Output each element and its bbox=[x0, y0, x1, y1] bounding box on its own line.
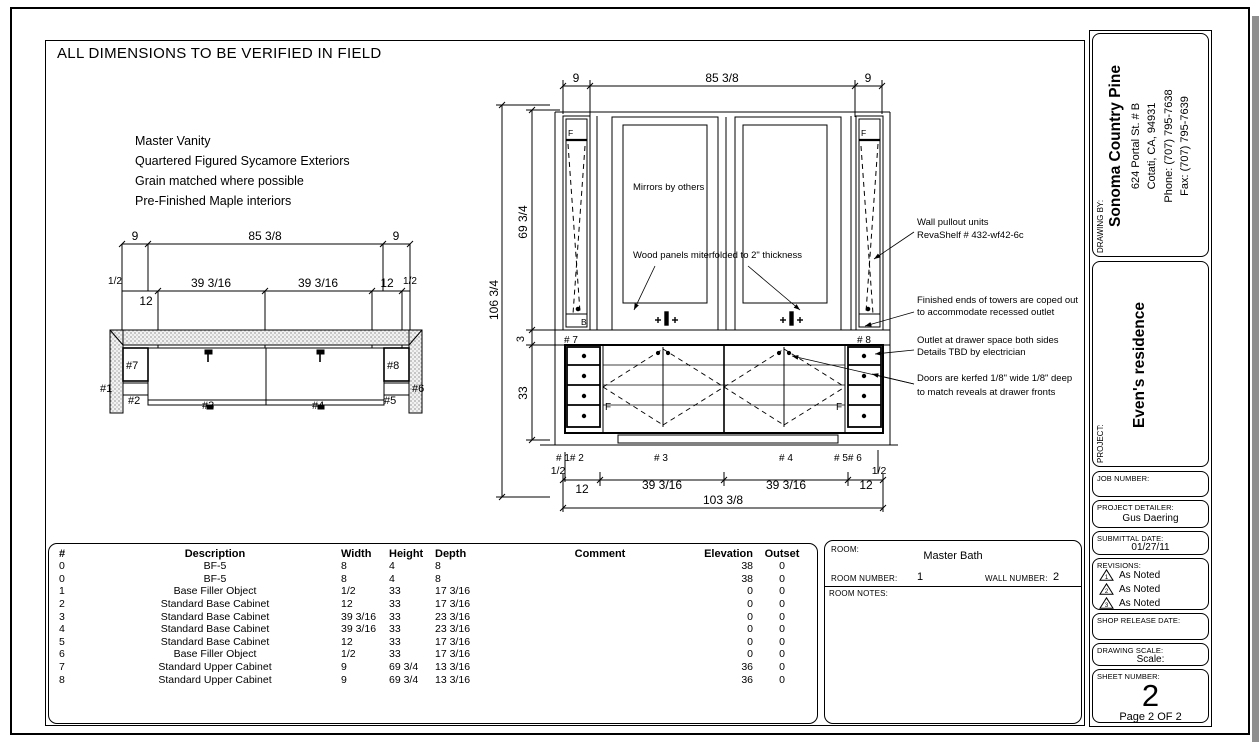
cabinet-label: #6 bbox=[412, 383, 425, 395]
sheet-number-value: 2 bbox=[1141, 678, 1160, 713]
dim-label: 12 bbox=[859, 478, 873, 492]
table-cell: 4 bbox=[389, 560, 395, 573]
col-header-outset: Outset bbox=[764, 547, 800, 560]
table-row bbox=[49, 636, 811, 649]
drawing-scale-label: DRAWING SCALE: bbox=[1097, 646, 1164, 655]
table-cell: BF-5 bbox=[203, 560, 227, 573]
room-number-label: ROOM NUMBER: bbox=[831, 574, 898, 583]
table-cell: 69 3/4 bbox=[389, 661, 419, 674]
dim-label: 3 bbox=[515, 335, 527, 343]
dim-label: 85 3/8 bbox=[248, 229, 282, 243]
table-cell: 7 bbox=[59, 661, 65, 674]
table-cell: 0 bbox=[779, 560, 785, 573]
drawing-by-rotated bbox=[1096, 39, 1206, 253]
note-line: Pre-Finished Maple interiors bbox=[135, 194, 292, 208]
table-cell: 13 3/16 bbox=[435, 673, 471, 686]
company-fax: Fax: (707) 795-7639 bbox=[1179, 96, 1191, 196]
dim-label: 9 bbox=[864, 71, 872, 85]
table-cell: 17 3/16 bbox=[435, 635, 471, 648]
table-cell bbox=[511, 560, 689, 573]
parts-table bbox=[49, 547, 811, 686]
table-cell bbox=[511, 573, 689, 586]
page-shadow bbox=[1252, 16, 1259, 742]
elevation-drawing bbox=[480, 62, 1085, 522]
dim-label: 85 3/8 bbox=[705, 71, 739, 85]
table-cell: 1/2 bbox=[341, 585, 356, 598]
dim-label: 106 3/4 bbox=[487, 279, 501, 321]
submittal-date-box bbox=[1092, 531, 1209, 555]
svg-text:1: 1 bbox=[1104, 575, 1109, 581]
sheet-number-box bbox=[1092, 669, 1209, 723]
wall-number-label: WALL NUMBER: bbox=[985, 574, 1048, 583]
dim-label: 39 3/16 bbox=[297, 276, 339, 290]
table-cell: 0 bbox=[779, 623, 785, 636]
table-row bbox=[49, 673, 811, 686]
table-row bbox=[49, 585, 811, 598]
room-label: ROOM: bbox=[831, 545, 860, 554]
table-cell: 36 bbox=[741, 661, 753, 674]
revision-note: As Noted bbox=[1119, 569, 1161, 581]
table-cell bbox=[511, 661, 689, 674]
table-cell: 33 bbox=[389, 635, 401, 648]
table-cell: Standard Upper Cabinet bbox=[158, 661, 272, 674]
col-header-elevation: Elevation bbox=[704, 547, 753, 560]
submittal-date-label: SUBMITTAL DATE: bbox=[1097, 534, 1164, 543]
annotation: to accommodate recessed outlet bbox=[917, 307, 1055, 318]
table-cell: 8 bbox=[341, 560, 347, 573]
parts-list-box bbox=[48, 543, 818, 724]
table-cell bbox=[511, 610, 689, 623]
shop-release-label: SHOP RELEASE DATE: bbox=[1097, 616, 1181, 625]
cabinet-label: #7 bbox=[126, 360, 139, 372]
table-header-row bbox=[49, 547, 811, 560]
plan-view-drawing bbox=[90, 228, 440, 418]
revision-note: As Noted bbox=[1119, 597, 1161, 609]
finished-end-mark: F bbox=[836, 402, 843, 413]
cabinet-label: #5 bbox=[384, 395, 397, 407]
divider bbox=[825, 586, 1081, 587]
company-address2: Cotati, CA, 94931 bbox=[1146, 102, 1158, 190]
company-phone: Phone: (707) 795-7638 bbox=[1162, 89, 1175, 203]
dim-label: 1/2 bbox=[550, 465, 566, 477]
table-cell bbox=[511, 673, 689, 686]
annotation: Outlet at drawer space both sides bbox=[917, 335, 1059, 346]
table-cell: 8 bbox=[435, 560, 441, 573]
table-cell: 13 3/16 bbox=[435, 661, 471, 674]
project-detailer-box bbox=[1092, 500, 1209, 528]
dim-label: 39 3/16 bbox=[641, 478, 683, 492]
cabinet-label: #4 bbox=[312, 400, 325, 412]
cabinet-label: # 5# 6 bbox=[834, 453, 862, 464]
project-name: Even's residence bbox=[1131, 301, 1148, 429]
dim-label: 9 bbox=[572, 71, 580, 85]
annotation: to match reveals at drawer fronts bbox=[917, 387, 1056, 398]
finished-end-mark: F bbox=[861, 128, 867, 138]
table-cell: 0 bbox=[747, 610, 753, 623]
revision-row bbox=[1099, 597, 1160, 609]
dim-label: 9 bbox=[131, 229, 139, 243]
drawing-scale-box bbox=[1092, 643, 1209, 666]
revision-row bbox=[1099, 569, 1160, 581]
revisions-box bbox=[1092, 558, 1209, 610]
dim-label: 9 bbox=[392, 229, 400, 243]
table-cell bbox=[511, 598, 689, 611]
annotation: Mirrors by others bbox=[633, 182, 705, 193]
note-line: Grain matched where possible bbox=[135, 174, 304, 188]
table-cell: BF-5 bbox=[203, 572, 227, 585]
table-row bbox=[49, 610, 811, 623]
project-label: PROJECT: bbox=[1096, 424, 1105, 463]
table-cell: 0 bbox=[747, 585, 753, 598]
annotation: Wood panels miterfolded to 2" thickness bbox=[633, 250, 803, 261]
table-cell: Standard Base Cabinet bbox=[160, 623, 270, 636]
table-cell: 9 bbox=[341, 661, 347, 674]
table-cell: Standard Base Cabinet bbox=[160, 598, 270, 611]
room-value: Master Bath bbox=[923, 550, 983, 562]
project-detailer-label: PROJECT DETAILER: bbox=[1097, 503, 1174, 512]
table-cell: 33 bbox=[389, 623, 401, 636]
dim-label: 1/2 bbox=[403, 276, 417, 287]
revisions-label: REVISIONS: bbox=[1097, 561, 1141, 570]
table-cell: 4 bbox=[389, 572, 395, 585]
table-cell: 6 bbox=[59, 648, 65, 661]
table-row bbox=[49, 648, 811, 661]
table-cell: Standard Base Cabinet bbox=[160, 635, 270, 648]
drawing-scale-value: Scale: bbox=[1136, 654, 1165, 665]
cabinet-label: # 4 bbox=[779, 453, 793, 464]
table-cell: 0 bbox=[779, 673, 785, 686]
annotation: Wall pullout units bbox=[917, 217, 989, 228]
dim-label: 39 3/16 bbox=[190, 276, 232, 290]
col-header-width: Width bbox=[341, 547, 372, 560]
room-info-box bbox=[824, 540, 1082, 724]
table-row bbox=[49, 560, 811, 573]
note-line: Master Vanity bbox=[135, 134, 211, 148]
table-cell: 33 bbox=[389, 598, 401, 611]
table-row bbox=[49, 661, 811, 674]
table-cell: 1/2 bbox=[341, 648, 356, 661]
table-cell: 0 bbox=[779, 661, 785, 674]
table-cell: 33 bbox=[389, 648, 401, 661]
cabinet-label: #1 bbox=[100, 383, 113, 395]
sheet-number-label: SHEET NUMBER: bbox=[1097, 672, 1160, 681]
shop-release-box bbox=[1092, 613, 1209, 640]
revision-note: As Noted bbox=[1119, 583, 1161, 595]
parts-table-body bbox=[49, 560, 811, 686]
field-verification-note: ALL DIMENSIONS TO BE VERIFIED IN FIELD bbox=[57, 45, 382, 62]
dim-label: 1/2 bbox=[108, 276, 122, 287]
table-cell: 0 bbox=[779, 648, 785, 661]
revision-triangle-icon bbox=[1099, 597, 1114, 609]
table-cell: 5 bbox=[59, 635, 65, 648]
cabinet-label: #8 bbox=[387, 360, 400, 372]
room-number-value: 1 bbox=[917, 571, 924, 583]
table-cell: 0 bbox=[779, 572, 785, 585]
cabinet-label: #3 bbox=[202, 400, 215, 412]
table-cell: 1 bbox=[59, 585, 65, 598]
bottom-mark: B bbox=[581, 317, 587, 327]
table-cell: 36 bbox=[741, 673, 753, 686]
project-rotated bbox=[1096, 267, 1206, 463]
table-row bbox=[49, 623, 811, 636]
table-cell: 0 bbox=[779, 598, 785, 611]
table-cell: 17 3/16 bbox=[435, 598, 471, 611]
table-cell: 0 bbox=[59, 560, 65, 573]
table-cell: 8 bbox=[59, 673, 65, 686]
wall-number-value: 2 bbox=[1053, 571, 1060, 583]
job-number-label: JOB NUMBER: bbox=[1097, 474, 1150, 483]
cabinet-label: # 8 bbox=[857, 335, 871, 346]
table-cell: 3 bbox=[59, 610, 65, 623]
annotation: Finished ends of towers are coped out bbox=[917, 295, 1079, 306]
table-cell: 23 3/16 bbox=[435, 623, 471, 636]
cabinet-label: # 7 bbox=[564, 335, 578, 346]
table-cell: 8 bbox=[341, 572, 347, 585]
table-cell: 2 bbox=[59, 598, 65, 611]
cabinet-label: #2 bbox=[128, 395, 141, 407]
room-notes-label: ROOM NOTES: bbox=[829, 589, 889, 598]
table-cell: 0 bbox=[59, 572, 65, 585]
dim-label: 69 3/4 bbox=[516, 205, 530, 239]
table-cell: 0 bbox=[779, 635, 785, 648]
annotation: RevaShelf # 432-wf42-6c bbox=[917, 230, 1024, 241]
annotation: Details TBD by electrician bbox=[917, 347, 1026, 358]
table-cell bbox=[511, 636, 689, 649]
dim-label: 39 3/16 bbox=[765, 478, 807, 492]
table-cell: 4 bbox=[59, 623, 65, 636]
table-cell: Base Filler Object bbox=[173, 585, 257, 598]
drawing-by-label: DRAWING BY: bbox=[1096, 199, 1105, 253]
table-cell: 33 bbox=[389, 610, 401, 623]
svg-text:3: 3 bbox=[1104, 603, 1109, 609]
table-cell: 0 bbox=[779, 610, 785, 623]
table-cell bbox=[511, 648, 689, 661]
table-cell: Standard Base Cabinet bbox=[160, 610, 270, 623]
table-cell: 12 bbox=[341, 598, 353, 611]
table-cell bbox=[511, 585, 689, 598]
submittal-date-value: 01/27/11 bbox=[1131, 542, 1170, 553]
table-cell: Standard Upper Cabinet bbox=[158, 673, 272, 686]
dim-label: 12 bbox=[380, 276, 394, 290]
table-cell: 69 3/4 bbox=[389, 673, 419, 686]
annotation: Doors are kerfed 1/8" wide 1/8" deep bbox=[917, 373, 1073, 384]
svg-text:2: 2 bbox=[1104, 589, 1109, 595]
table-cell: 0 bbox=[747, 635, 753, 648]
cabinet-label: # 3 bbox=[654, 453, 668, 464]
col-header-comment: Comment bbox=[574, 547, 626, 560]
project-detailer-value: Gus Daering bbox=[1122, 513, 1179, 524]
dim-label: 12 bbox=[139, 294, 153, 308]
project-box bbox=[1092, 261, 1209, 467]
note-line: Quartered Figured Sycamore Exteriors bbox=[135, 154, 350, 168]
dim-label: 103 3/8 bbox=[702, 493, 744, 507]
revision-triangle-icon bbox=[1099, 569, 1114, 581]
table-cell: 17 3/16 bbox=[435, 648, 471, 661]
table-cell: 39 3/16 bbox=[341, 623, 377, 636]
dim-label: 1/2 bbox=[871, 465, 887, 477]
finished-end-mark: F bbox=[568, 128, 574, 138]
dim-label: 12 bbox=[575, 482, 589, 496]
table-cell: Base Filler Object bbox=[173, 648, 257, 661]
table-cell: 0 bbox=[779, 585, 785, 598]
material-notes bbox=[135, 131, 350, 211]
table-cell bbox=[511, 623, 689, 636]
table-cell: 9 bbox=[341, 673, 347, 686]
table-cell: 12 bbox=[341, 635, 353, 648]
page-indicator: Page 2 OF 2 bbox=[1119, 711, 1182, 723]
table-cell: 39 3/16 bbox=[341, 610, 377, 623]
table-cell: 0 bbox=[747, 648, 753, 661]
job-number-box bbox=[1092, 471, 1209, 497]
finished-end-mark: F bbox=[605, 402, 612, 413]
revision-row bbox=[1099, 583, 1160, 595]
table-row bbox=[49, 573, 811, 586]
cabinet-label: # 1# 2 bbox=[556, 453, 584, 464]
table-cell: 0 bbox=[747, 598, 753, 611]
col-header-number: # bbox=[59, 547, 66, 560]
revision-triangle-icon bbox=[1099, 583, 1114, 595]
drawing-by-box bbox=[1092, 33, 1209, 257]
col-header-depth: Depth bbox=[435, 547, 467, 560]
table-cell: 23 3/16 bbox=[435, 610, 471, 623]
table-cell: 33 bbox=[389, 585, 401, 598]
company-name: Sonoma Country Pine bbox=[1107, 65, 1124, 227]
company-address1: 624 Portal St. # B bbox=[1129, 102, 1142, 190]
table-row bbox=[49, 598, 811, 611]
dim-label: 33 bbox=[516, 386, 530, 400]
table-cell: 0 bbox=[747, 623, 753, 636]
col-header-height: Height bbox=[389, 547, 424, 560]
table-cell: 38 bbox=[741, 560, 753, 573]
col-header-description: Description bbox=[184, 547, 246, 560]
table-cell: 17 3/16 bbox=[435, 585, 471, 598]
table-cell: 38 bbox=[741, 572, 753, 585]
table-cell: 8 bbox=[435, 572, 441, 585]
